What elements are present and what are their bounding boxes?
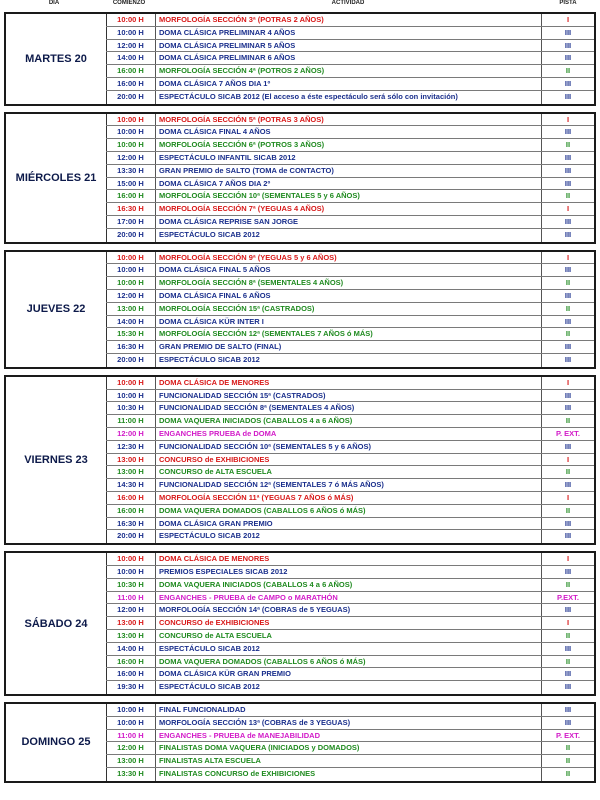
schedule-row — [106, 592, 594, 605]
activity: MORFOLOGÍA SECCIÓN 15ª (CASTRADOS) — [156, 303, 542, 315]
activity: MORFOLOGÍA SECCIÓN 12ª (SEMENTALES 7 AÑOS ó MÁS) — [156, 328, 542, 340]
schedule-row — [106, 65, 594, 78]
start-time: 16:00 H — [106, 190, 156, 202]
day-block — [4, 12, 596, 106]
activity: GRAN PREMIO de SALTO (TOMA de CONTACTO) — [156, 165, 542, 177]
schedule-row — [106, 530, 594, 543]
arena: II — [565, 743, 571, 753]
schedule-row — [106, 454, 594, 467]
activity: CONCURSO de ALTA ESCUELA — [156, 630, 542, 642]
day-block — [4, 551, 596, 696]
schedule-row — [106, 341, 594, 354]
arena: III — [564, 390, 572, 400]
arena: P.EXT. — [557, 592, 579, 602]
start-time: 20:00 H — [106, 229, 156, 242]
arena: III — [564, 403, 572, 413]
arena: III — [564, 441, 572, 451]
start-time: 13:30 H — [106, 768, 156, 781]
arena: II — [565, 656, 571, 666]
arena: III — [564, 705, 572, 714]
activity: ESPECTÁCULO INFANTIL SICAB 2012 — [156, 152, 542, 164]
header-comienzo: COMIENZO — [112, 0, 146, 6]
activity: FUNCIONALIDAD SECCIÓN 8ª (SEMENTALES 4 AÑOS) — [156, 402, 542, 414]
start-time: 14:00 H — [106, 316, 156, 328]
activity: DOMA VAQUERA INICIADOS (CABALLOS 4 a 6 AÑOS) — [156, 579, 542, 591]
arena: III — [564, 290, 572, 300]
activity: ESPECTÁCULO SICAB 2012 — [156, 643, 542, 655]
schedule-row — [106, 377, 594, 390]
activity: DOMA CLÁSICA KÜR INTER I — [156, 316, 542, 328]
schedule-row — [106, 190, 594, 203]
activity: MORFOLOGÍA SECCIÓN 8ª (SEMENTALES 4 AÑOS) — [156, 277, 542, 289]
arena: III — [564, 78, 572, 88]
activity: ENGANCHES PRUEBA de DOMA — [156, 428, 542, 440]
start-time: 12:00 H — [106, 428, 156, 440]
schedule-row — [106, 252, 594, 265]
arena: III — [564, 518, 572, 528]
activity: ESPECTÁCULO SICAB 2012 (El acceso a éste espectáculo será sólo con invitación) — [156, 91, 542, 104]
schedule-row — [106, 303, 594, 316]
schedule-row — [106, 14, 594, 27]
arena: I — [566, 454, 570, 464]
activity: GRAN PREMIO DE SALTO (FINAL) — [156, 341, 542, 353]
day-label: MARTES 20 — [6, 14, 107, 104]
schedule-row — [106, 216, 594, 229]
arena: II — [565, 278, 571, 288]
arena: III — [564, 165, 572, 175]
start-time: 16:30 H — [106, 203, 156, 215]
arena: II — [565, 768, 571, 778]
start-time: 16:00 H — [106, 668, 156, 680]
activity: DOMA CLÁSICA REPRISE SAN JORGE — [156, 216, 542, 228]
activity: MORFOLOGÍA SECCIÓN 14ª (COBRAS de 5 YEGUAS) — [156, 604, 542, 616]
activity: CONCURSO de EXHIBICIONES — [156, 454, 542, 466]
activity: ENGANCHES - PRUEBA de MANEJABILIDAD — [156, 730, 542, 742]
schedule-row — [106, 492, 594, 505]
start-time: 10:00 H — [106, 377, 156, 389]
arena: III — [564, 265, 572, 275]
start-time: 16:30 H — [106, 341, 156, 353]
activity: ESPECTÁCULO SICAB 2012 — [156, 229, 542, 242]
schedule-row — [106, 114, 594, 127]
start-time: 10:00 H — [106, 27, 156, 39]
arena: III — [564, 342, 572, 352]
activity: MORFOLOGÍA SECCIÓN 13ª (COBRAS de 3 YEGUAS) — [156, 717, 542, 729]
day-label: MIÉRCOLES 21 — [6, 114, 107, 242]
activity: DOMA CLÁSICA 7 AÑOS DIA 1º — [156, 78, 542, 90]
activity: DOMA VAQUERA DOMADOS (CABALLOS 6 AÑOS ó MÁS) — [156, 656, 542, 668]
start-time: 16:00 H — [106, 505, 156, 517]
activity: ESPECTÁCULO SICAB 2012 — [156, 530, 542, 543]
start-time: 10:30 H — [106, 402, 156, 414]
activity: MORFOLOGÍA SECCIÓN 3ª (POTRAS 2 AÑOS) — [156, 14, 542, 26]
start-time: 12:00 H — [106, 742, 156, 754]
arena: I — [566, 618, 570, 628]
activity: CONCURSO de ALTA ESCUELA — [156, 466, 542, 478]
start-time: 12:30 H — [106, 441, 156, 453]
start-time: 10:00 H — [106, 553, 156, 565]
start-time: 10:00 H — [106, 139, 156, 151]
start-time: 13:00 H — [106, 454, 156, 466]
schedule-row — [106, 316, 594, 329]
schedule-row — [106, 27, 594, 40]
arena: III — [564, 643, 572, 653]
schedule-row — [106, 553, 594, 566]
arena: III — [564, 127, 572, 137]
arena: II — [565, 66, 571, 76]
arena: III — [564, 531, 572, 541]
activity: MORFOLOGÍA SECCIÓN 7ª (YEGUAS 4 AÑOS) — [156, 203, 542, 215]
start-time: 14:00 H — [106, 643, 156, 655]
schedule-row — [106, 704, 594, 717]
activity: DOMA CLÁSICA FINAL 4 AÑOS — [156, 126, 542, 138]
schedule-row — [106, 681, 594, 694]
activity: MORFOLOGÍA SECCIÓN 4ª (POTROS 2 AÑOS) — [156, 65, 542, 77]
arena: II — [565, 630, 571, 640]
start-time: 15:00 H — [106, 178, 156, 190]
start-time: 13:00 H — [106, 303, 156, 315]
schedule-row — [106, 730, 594, 743]
start-time: 19:30 H — [106, 681, 156, 694]
start-time: 14:00 H — [106, 52, 156, 64]
schedule-row — [106, 579, 594, 592]
schedule-row — [106, 78, 594, 91]
arena: III — [564, 682, 572, 692]
schedule-row — [106, 52, 594, 65]
schedule-row — [106, 479, 594, 492]
arena: I — [566, 252, 570, 262]
start-time: 11:00 H — [106, 730, 156, 742]
start-time: 10:00 H — [106, 252, 156, 264]
activity: DOMA CLÁSICA FINAL 6 AÑOS — [156, 290, 542, 302]
schedule-row — [106, 755, 594, 768]
start-time: 11:00 H — [106, 415, 156, 427]
start-time: 12:00 H — [106, 604, 156, 616]
activity: DOMA CLÁSICA PRELIMINAR 5 AÑOS — [156, 40, 542, 52]
start-time: 10:00 H — [106, 264, 156, 276]
schedule-row — [106, 566, 594, 579]
start-time: 10:00 H — [106, 566, 156, 578]
day-block — [4, 250, 596, 369]
start-time: 10:00 H — [106, 277, 156, 289]
schedule-row — [106, 604, 594, 617]
start-time: 12:00 H — [106, 40, 156, 52]
activity: FUNCIONALIDAD SECCIÓN 12ª (SEMENTALES 7 ó MÁS AÑOS) — [156, 479, 542, 491]
start-time: 13:00 H — [106, 617, 156, 629]
activity: MORFOLOGÍA SECCIÓN 11ª (YEGUAS 7 AÑOS ó MÁS) — [156, 492, 542, 504]
arena: II — [565, 329, 571, 339]
activity: PREMIOS ESPECIALES SICAB 2012 — [156, 566, 542, 578]
header-pista: PISTA — [559, 0, 577, 6]
arena: I — [566, 15, 570, 24]
arena: III — [564, 91, 572, 101]
arena: I — [566, 554, 570, 564]
activity: FINALISTAS ALTA ESCUELA — [156, 755, 542, 767]
arena: I — [566, 114, 570, 124]
start-time: 13:00 H — [106, 466, 156, 478]
arena: I — [566, 204, 570, 214]
schedule-row — [106, 668, 594, 681]
activity: FINALISTAS DOMA VAQUERA (INICIADOS y DOMADOS) — [156, 742, 542, 754]
schedule-row — [106, 354, 594, 367]
schedule-row — [106, 617, 594, 630]
arena: P. EXT. — [555, 428, 581, 438]
start-time: 12:00 H — [106, 152, 156, 164]
schedule-row — [106, 229, 594, 242]
start-time: 16:00 H — [106, 492, 156, 504]
activity: DOMA CLÁSICA GRAN PREMIO — [156, 518, 542, 530]
arena: III — [564, 27, 572, 37]
arena: III — [564, 717, 572, 727]
day-rows — [106, 252, 594, 367]
arena: II — [565, 505, 571, 515]
header-dia: DÍA — [48, 0, 60, 6]
activity: DOMA CLÁSICA KÜR GRAN PREMIO — [156, 668, 542, 680]
start-time: 17:00 H — [106, 216, 156, 228]
start-time: 10:00 H — [106, 126, 156, 138]
arena: II — [565, 579, 571, 589]
activity: FUNCIONALIDAD SECCIÓN 10ª (SEMENTALES 5 y 6 AÑOS) — [156, 441, 542, 453]
schedule-row — [106, 40, 594, 53]
activity: FINALISTAS CONCURSO de EXHIBICIONES — [156, 768, 542, 781]
day-rows — [106, 14, 594, 104]
schedule-row — [106, 643, 594, 656]
start-time: 10:00 H — [106, 114, 156, 126]
activity: CONCURSO de EXHIBICIONES — [156, 617, 542, 629]
schedule-row — [106, 290, 594, 303]
activity: MORFOLOGÍA SECCIÓN 10ª (SEMENTALES 5 y 6 AÑOS) — [156, 190, 542, 202]
schedule-row — [106, 126, 594, 139]
schedule-row — [106, 415, 594, 428]
start-time: 16:00 H — [106, 78, 156, 90]
activity: ESPECTÁCULO SICAB 2012 — [156, 681, 542, 694]
activity: DOMA CLÁSICA PRELIMINAR 6 AÑOS — [156, 52, 542, 64]
day-block — [4, 375, 596, 545]
schedule-row — [106, 768, 594, 781]
day-label: SÁBADO 24 — [6, 553, 107, 694]
arena: I — [566, 377, 570, 387]
start-time: 10:00 H — [106, 704, 156, 716]
schedule-row — [106, 390, 594, 403]
schedule-row — [106, 152, 594, 165]
arena: II — [565, 140, 571, 150]
start-time: 20:00 H — [106, 354, 156, 367]
arena: II — [565, 467, 571, 477]
schedule-row — [106, 505, 594, 518]
arena: III — [564, 480, 572, 490]
activity: DOMA CLÁSICA DE MENORES — [156, 553, 542, 565]
arena: III — [564, 229, 572, 239]
start-time: 16:30 H — [106, 518, 156, 530]
arena: III — [564, 152, 572, 162]
arena: P. EXT. — [555, 730, 581, 740]
activity: FUNCIONALIDAD SECCIÓN 15ª (CASTRADOS) — [156, 390, 542, 402]
start-time: 10:00 H — [106, 717, 156, 729]
start-time: 12:00 H — [106, 290, 156, 302]
start-time: 10:00 H — [106, 390, 156, 402]
schedule-row — [106, 402, 594, 415]
schedule-row — [106, 441, 594, 454]
schedule-row — [106, 717, 594, 730]
start-time: 13:00 H — [106, 630, 156, 642]
arena: III — [564, 40, 572, 50]
schedule-row — [106, 630, 594, 643]
day-label: VIERNES 23 — [6, 377, 107, 543]
start-time: 14:30 H — [106, 479, 156, 491]
activity: DOMA VAQUERA INICIADOS (CABALLOS 4 a 6 AÑOS) — [156, 415, 542, 427]
arena: III — [564, 669, 572, 679]
start-time: 16:00 H — [106, 65, 156, 77]
schedule-row — [106, 466, 594, 479]
activity: FINAL FUNCIONALIDAD — [156, 704, 542, 716]
start-time: 13:30 H — [106, 165, 156, 177]
schedule-row — [106, 264, 594, 277]
arena: III — [564, 354, 572, 364]
activity: ESPECTÁCULO SICAB 2012 — [156, 354, 542, 367]
day-rows — [106, 553, 594, 694]
activity: MORFOLOGÍA SECCIÓN 6ª (POTROS 3 AÑOS) — [156, 139, 542, 151]
arena: II — [565, 416, 571, 426]
day-rows — [106, 114, 594, 242]
day-rows — [106, 377, 594, 543]
activity: MORFOLOGÍA SECCIÓN 9ª (YEGUAS 5 y 6 AÑOS) — [156, 252, 542, 264]
schedule-row — [106, 742, 594, 755]
arena: II — [565, 303, 571, 313]
activity: DOMA CLÁSICA DE MENORES — [156, 377, 542, 389]
day-rows — [106, 704, 594, 781]
arena: III — [564, 566, 572, 576]
day-label: JUEVES 22 — [6, 252, 107, 367]
activity: DOMA CLÁSICA FINAL 5 AÑOS — [156, 264, 542, 276]
start-time: 20:00 H — [106, 91, 156, 104]
arena: II — [565, 756, 571, 766]
start-time: 10:00 H — [106, 14, 156, 26]
arena: I — [566, 492, 570, 502]
day-block — [4, 702, 596, 783]
start-time: 15:30 H — [106, 328, 156, 340]
day-block — [4, 112, 596, 244]
arena: III — [564, 216, 572, 226]
arena: III — [564, 316, 572, 326]
activity: ENGANCHES - PRUEBA de CAMPO o MARATHÓN — [156, 592, 542, 604]
start-time: 11:00 H — [106, 592, 156, 604]
schedule-row — [106, 178, 594, 191]
start-time: 16:00 H — [106, 656, 156, 668]
activity: MORFOLOGÍA SECCIÓN 5ª (POTRAS 3 AÑOS) — [156, 114, 542, 126]
schedule-row — [106, 328, 594, 341]
day-label: DOMINGO 25 — [6, 704, 107, 781]
schedule-row — [106, 203, 594, 216]
header-actividad: ACTIVIDAD — [331, 0, 365, 6]
arena: III — [564, 53, 572, 63]
activity: DOMA CLÁSICA PRELIMINAR 4 AÑOS — [156, 27, 542, 39]
start-time: 13:00 H — [106, 755, 156, 767]
schedule-row — [106, 165, 594, 178]
schedule-row — [106, 91, 594, 104]
start-time: 20:00 H — [106, 530, 156, 543]
schedule-row — [106, 656, 594, 669]
schedule-row — [106, 277, 594, 290]
schedule-row — [106, 518, 594, 531]
schedule-row — [106, 428, 594, 441]
activity: DOMA CLÁSICA 7 AÑOS DIA 2º — [156, 178, 542, 190]
arena: II — [565, 191, 571, 201]
schedule-row — [106, 139, 594, 152]
arena: III — [564, 178, 572, 188]
arena: III — [564, 605, 572, 615]
activity: DOMA VAQUERA DOMADOS (CABALLOS 6 AÑOS ó MÁS) — [156, 505, 542, 517]
start-time: 10:30 H — [106, 579, 156, 591]
